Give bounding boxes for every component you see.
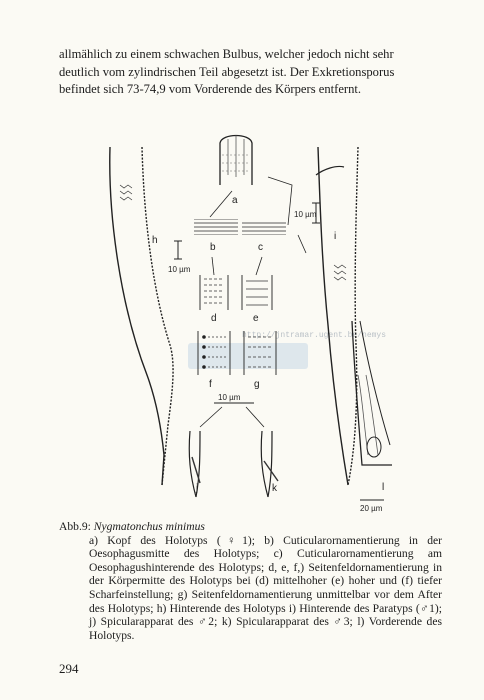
label-j: j [196, 483, 199, 494]
label-d: d [211, 313, 217, 324]
scale-label-l: 20 µm [360, 504, 383, 513]
drawing-i-paratype-tail [316, 147, 358, 485]
scale-label-lower: 10 µm [218, 393, 241, 402]
label-b: b [210, 242, 216, 253]
scale-label-left: 10 µm [168, 265, 191, 274]
label-h: h [152, 235, 158, 246]
drawing-h-holotype-tail [110, 147, 173, 485]
label-e: e [253, 313, 259, 324]
drawing-l-anterior-end [352, 321, 392, 513]
drawing-c-cuticle [242, 221, 286, 253]
label-f: f [209, 379, 212, 390]
paragraph-line: allmählich zu einem schwachen Bulbus, welcher jedoch nicht sehr [59, 47, 394, 61]
scale-label-upper-right: 10 µm [294, 210, 317, 219]
figure-drawing [92, 125, 392, 520]
caption-heading [59, 520, 442, 534]
watermark-url: http://jntramar.ugent.be/nemys [242, 331, 387, 340]
label-c: c [258, 242, 263, 253]
drawing-j-spicule [189, 431, 200, 497]
drawing-b-cuticle [194, 219, 238, 253]
label-g: g [254, 379, 260, 390]
label-a: a [232, 195, 238, 206]
caption-prefix: Abb.9: [59, 520, 94, 533]
body-paragraph [59, 46, 442, 99]
caption-species: Nygmatonchus minimus [93, 520, 205, 533]
scale-bar-left [168, 241, 191, 274]
figure-caption [59, 520, 442, 642]
drawing-a-head [220, 135, 252, 206]
label-l: l [382, 482, 385, 493]
drawing-k-spicule [261, 431, 278, 497]
paragraph-line: befindet sich 73-74,9 vom Vorderende des Körpers entfernt. [59, 82, 362, 96]
scale-bar-lower [200, 393, 264, 427]
caption-text: a) Kopf des Holotyps (♀1); b) Cuticularornamentierung in der Oesophagusmitte des Holotyps; c) Cuticularornamentierung am Oesophagushinterende des Holotyps; d, e, f,) Seitenfeldornamentierung in der Körpermitte des Holotyps bei (d) mittelhoher (e) hoher und (f) tiefer Scharfeinstellung; g) Seitenfeldornamentierung unmittelbar vor dem After des Holotyps; h) Hinterende des Holotyps i) Hinterende des Paratyps (♂1); j) Spicularapparat des ♂2; k) Spicularapparat des ♂3; l) Vorderende des Holotyps. [89, 533, 442, 642]
drawing-e-lateral-field [242, 275, 272, 324]
page-number: 294 [59, 661, 79, 676]
paragraph-line: deutlich vom zylindrischen Teil abgesetzt ist. Der Exkretionsporus [59, 64, 395, 79]
drawing-d-lateral-field [200, 275, 228, 324]
figure-nygmatonchus [92, 125, 392, 520]
label-k: k [272, 483, 277, 494]
label-i: i [334, 231, 337, 242]
scale-bar-upper-right [294, 203, 320, 223]
